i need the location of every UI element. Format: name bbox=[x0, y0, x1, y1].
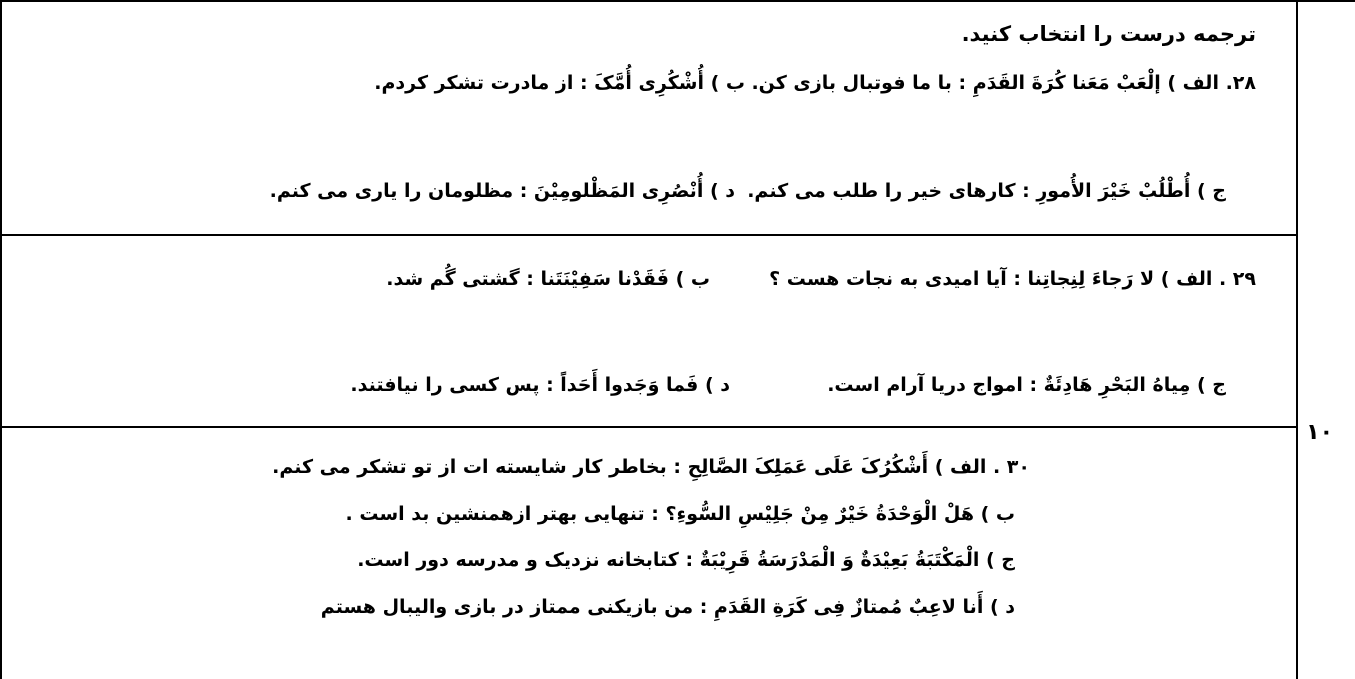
q30-option-b: ب ) هَلْ الْوَحْدَةُ خَیْرٌ مِنْ جَلِیْسِ السُّوءِ؟ : تنهایی بهتر ازهمنشین بد است . bbox=[345, 503, 1015, 525]
q28-option-b: ب ) أُشْكُرِی أُمَّکَ : از مادرت تشکر کردم. bbox=[374, 72, 745, 94]
q30-option-c: ج ) الْمَكْتَبَةُ بَعِیْدَةٌ وَ الْمَدْرَسَةُ قَرِیْبَةٌ : کتابخانه نزدیک و مدرسه دور است. bbox=[357, 549, 1015, 571]
q28-option-c: ج ) أُطْلُبْ خَیْرَ الأُمورِ : کارهای خیر را طلب می کنم. bbox=[747, 180, 1226, 202]
q29-option-b: ب ) فَقَدْنا سَفِیْنَتَنا : گشتی گُم شد. bbox=[386, 268, 710, 290]
table-left-border bbox=[0, 0, 2, 679]
q29-option-a: ۲۹ . الف ) لا رَجاءَ لِنِجاتِنا : آیا امیدی به نجات هست ؟ bbox=[769, 268, 1256, 290]
score-column-border bbox=[1296, 0, 1298, 679]
q30-option-d: د ) أَنا لاعِبٌ مُمتازٌ فِی كَرَةِ القَدَمِ : من بازیکنی ممتاز در بازی والیبال هستم bbox=[320, 596, 1015, 618]
q30-option-a: ۳۰ . الف ) أَشْكُرُکَ عَلَی عَمَلِکَ الصَّالِحِ : بخاطر کار شایسته ات از تو تشکر می کنم. bbox=[272, 456, 1030, 478]
q28-option-a: ۲۸. الف ) إلْعَبْ مَعَنا كُرَةَ القَدَمِ : با ما فوتبال بازی کن. bbox=[751, 72, 1256, 94]
row-divider-28-29 bbox=[0, 234, 1297, 236]
row-divider-29-30 bbox=[0, 426, 1297, 428]
score-value: ۱۰ bbox=[1306, 420, 1333, 445]
q29-option-d: د ) فَما وَجَدوا أَحَداً : پس کسی را نیافتند. bbox=[350, 374, 730, 396]
q28-option-d: د ) أُنْصُرِی المَظْلومِیْنَ : مظلومان را یاری می کنم. bbox=[269, 180, 735, 202]
q29-option-c: ج ) مِیاهُ البَحْرِ هَادِئَةٌ : امواج دریا آرام است. bbox=[827, 374, 1226, 396]
table-top-border bbox=[0, 0, 1355, 2]
instruction-heading: ترجمه درست را انتخاب کنید. bbox=[961, 22, 1256, 46]
